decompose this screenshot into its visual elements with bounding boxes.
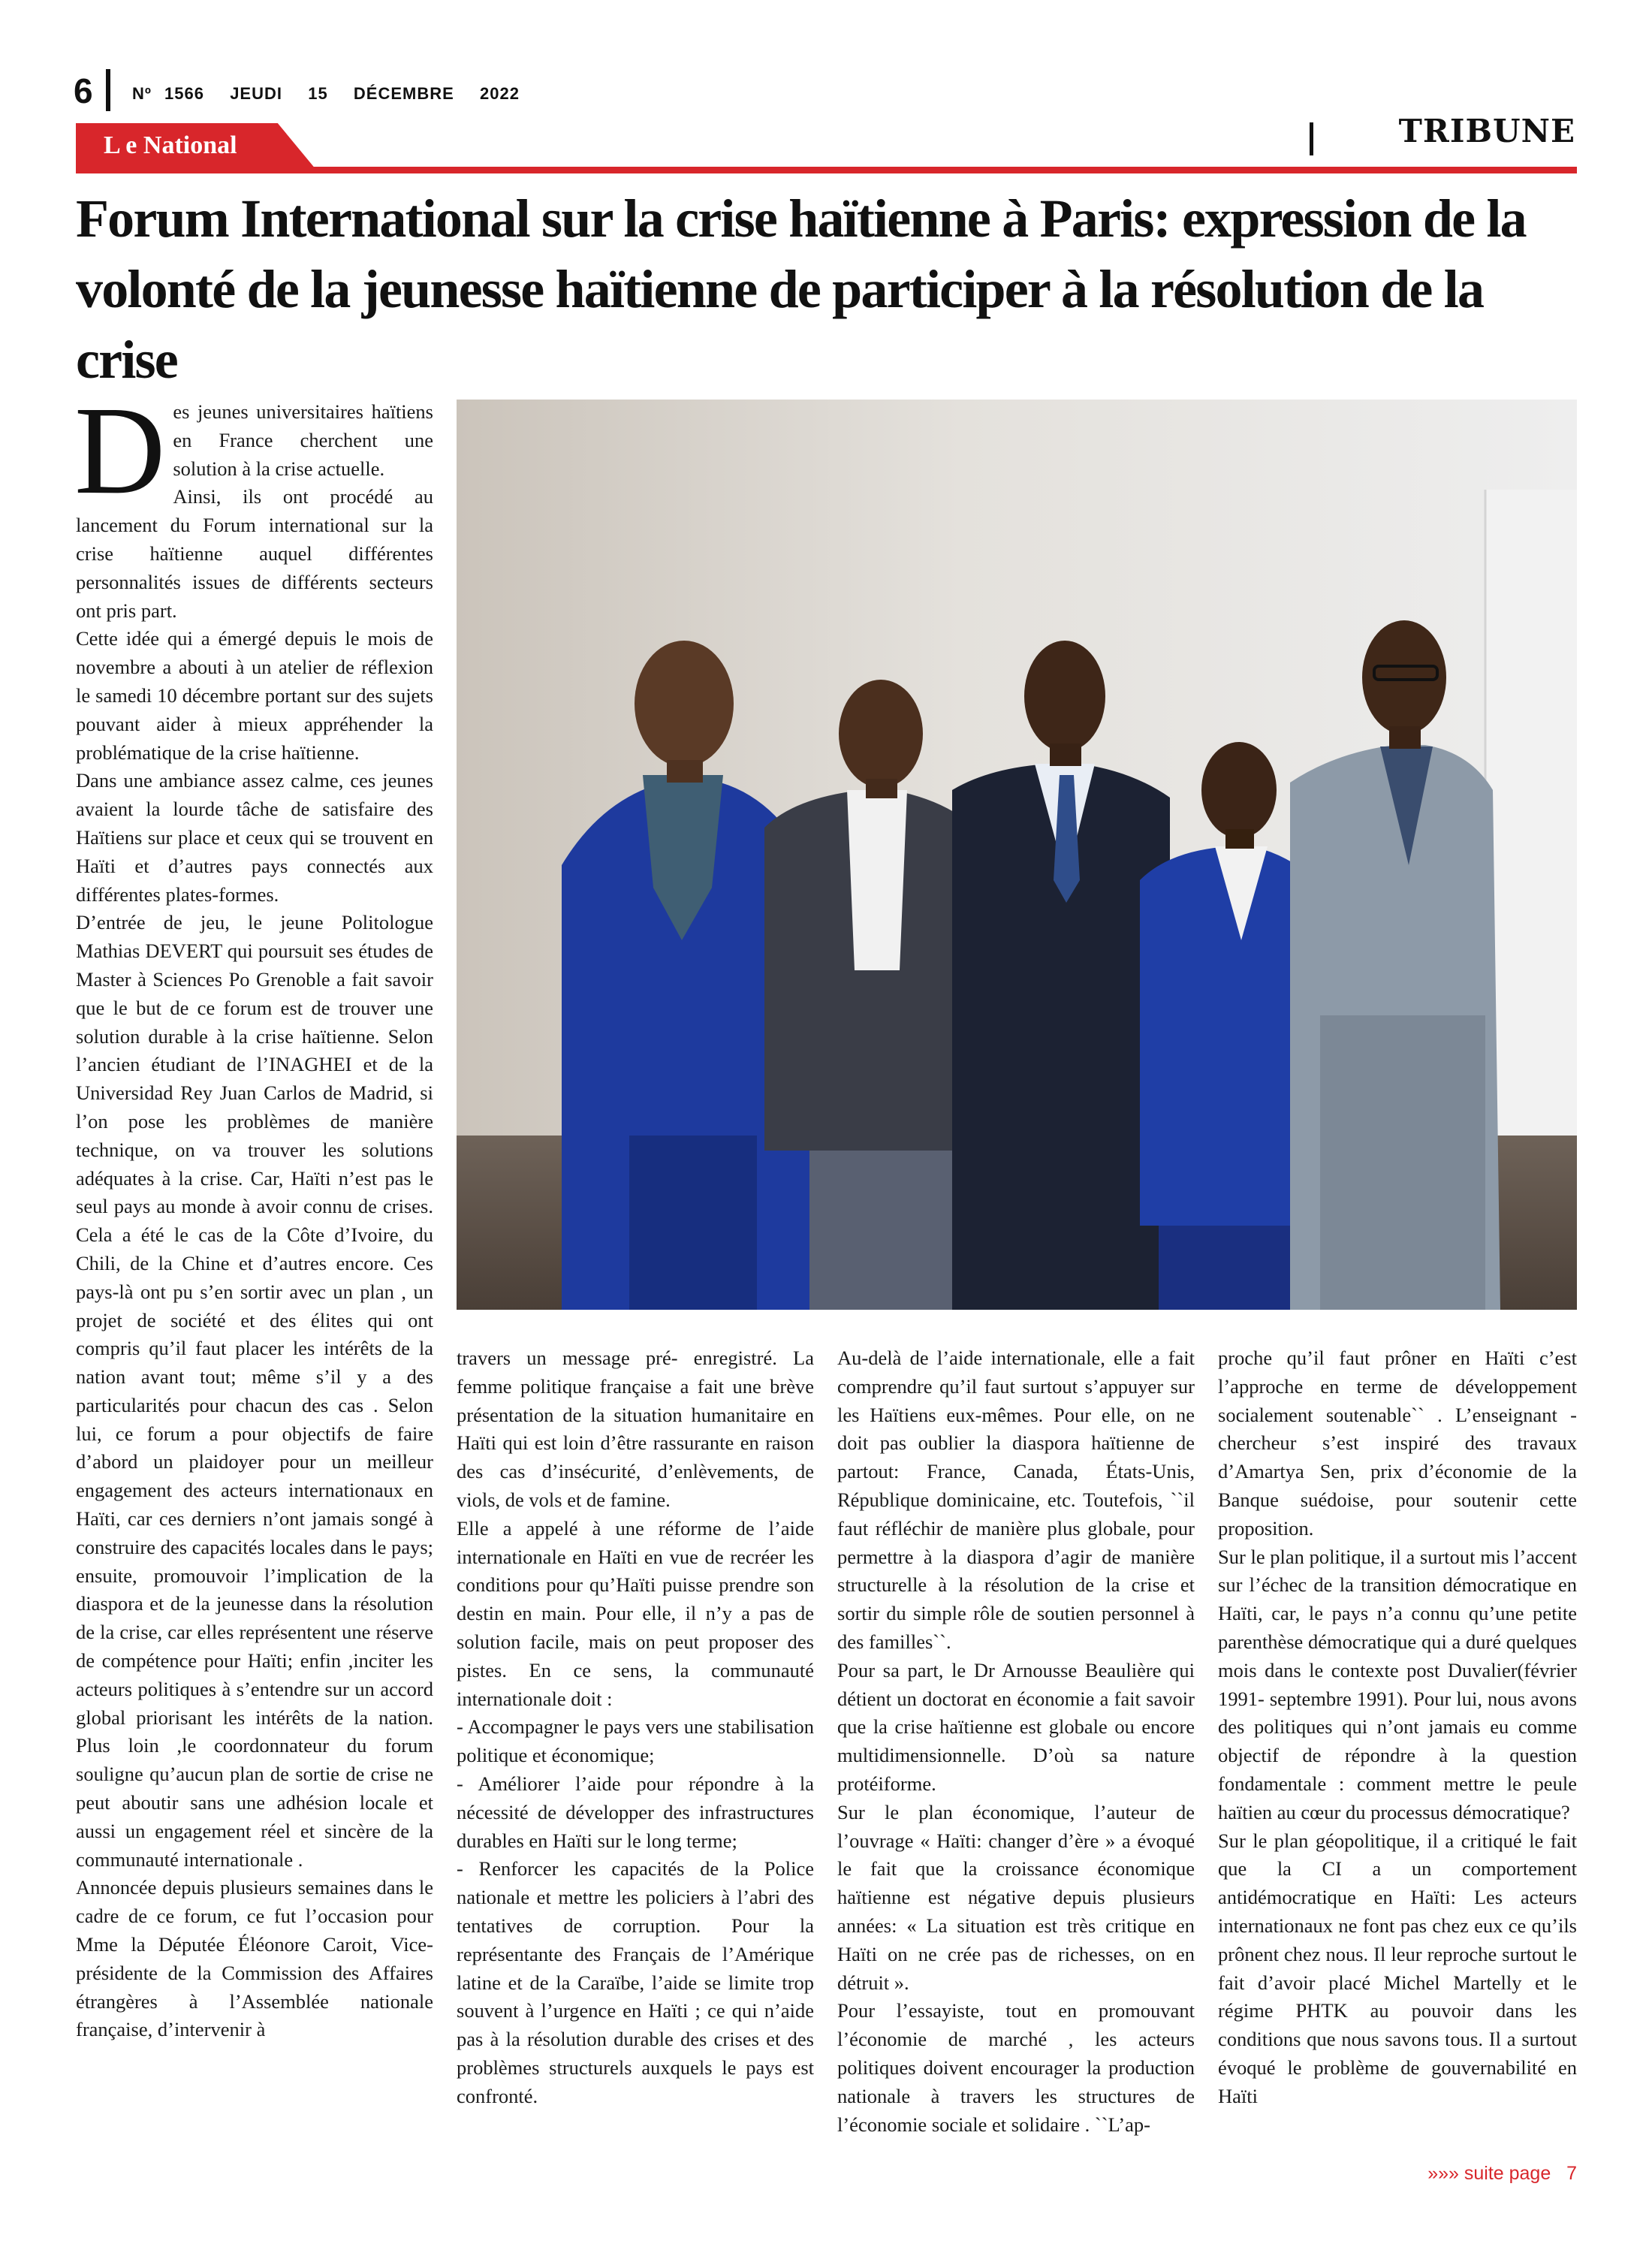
page-number-divider bbox=[106, 69, 110, 111]
paragraph: travers un message pré- enregistré. La femme politique française a fait une brève présentation de la situation humanitaire en Haïti qui est loin d’être rassurante en raison des cas d’insécurité, d’enlèvements, de viols, de vols et de famine. bbox=[457, 1347, 814, 1511]
paragraph: Pour sa part, le Dr Arnousse Beaulière qui détient un doctorat en économie a fait savoir que la crise haïtienne est globale ou encore multidimensionnelle. D’où sa nature protéiforme. bbox=[837, 1658, 1195, 1795]
issue-date-line: Nº 1566 JEUDI 15 DÉCEMBRE 2022 bbox=[132, 84, 520, 103]
paragraph: Au-delà de l’aide internationale, elle a fait comprendre qu’il faut surtout s’appuyer sur les Haïtiens eux-mêmes. Pour elle, on ne doit pas oublier la diaspora haïtienne de partout: France, Canada, États-Unis, République dominicaine, etc. Toutefois, ``il faut réfléchir de manière plus globale, pour permettre à la diaspora d’agir de manière structurelle à la résolution de la crise et sortir du simple rôle de soutien personnel à des familles``. bbox=[837, 1347, 1195, 1653]
list-item: - Améliorer l’aide pour répondre à la nécessité de développer des infrastructures durables en Haïti sur le long terme; bbox=[457, 1772, 814, 1852]
paragraph: proche qu’il faut prôner en Haïti c’est l’approche en terme de développement socialement soutenable`` . L’enseignant -chercheur s’est inspiré des travaux d’Amartya Sen, prix d’économie de la Banque suédoise, pour soutenir cette proposition. bbox=[1218, 1347, 1577, 1540]
article-column-2 bbox=[457, 1344, 814, 2111]
continuation-link[interactable]: »»» suite page 7 bbox=[1427, 2163, 1577, 2184]
publication-logo: L e National bbox=[104, 131, 237, 159]
paragraph: Elle a appelé à une réforme de l’aide internationale en Haïti en vue de recréer les conditions pour qu’Haïti puisse prendre son destin en main. Pour elle, il n’y a pas de solution facile, mais on peut proposer des pistes. En ce sens, la communauté internationale doit : bbox=[457, 1516, 814, 1710]
article-headline: Forum International sur la crise haïtienne à Paris: expression de la volonté de la jeunesse haïtienne de participer à la résolution de la crise bbox=[76, 189, 1526, 390]
article-column-4 bbox=[1218, 1344, 1577, 2111]
list-item: - Accompagner le pays vers une stabilisation politique et économique; bbox=[457, 1715, 814, 1767]
paragraph: Annoncée depuis plusieurs semaines dans le cadre de ce forum, ce fut l’occasion pour Mme la Députée Éléonore Caroit, Vice-présidente de la Commission des Affaires étrangères à l’Assemblée nationale française, d’intervenir à bbox=[76, 1876, 433, 2041]
list-item: - Renforcer les capacités de la Police nationale et mettre les policiers à l’abri des tentatives de corruption. Pour la représentante des Français de l’Amérique latine et de la Caraïbe, l’aide se limite trop souvent à l’urgence en Haïti ; ce qui n’aide pas à la résolution durable des crises et des problèmes structurels auxquels le pays est confronté. bbox=[457, 1857, 814, 2107]
paragraph: Dans une ambiance assez calme, ces jeunes avaient la lourde tâche de satisfaire des Haïtiens sur place et ceux qui se trouvent en Haïti et d’autres pays connectés aux différentes plates-formes. bbox=[76, 769, 433, 906]
section-divider bbox=[1310, 122, 1313, 155]
paragraph: Ainsi, ils ont procédé au lancement du Forum international sur la crise haïtienne auquel différentes personnalités issues de différents secteurs ont pris part. bbox=[76, 485, 433, 622]
article-column-1 bbox=[74, 381, 433, 2044]
paragraph: D’entrée de jeu, le jeune Politologue Mathias DEVERT qui poursuit ses études de Master à Sciences Po Grenoble a fait savoir que le but de ce forum est de trouver une solution durable à la crise haïtienne. Selon l’ancien étudiant de l’INAGHEI et de la Universidad Rey Juan Carlos de Madrid, si l’on pose les problèmes de manière technique, on va trouver les solutions adéquates à la crise. Car, Haïti n’est pas le seul pays au monde à avoir connu de crises. Cela a été le cas de la Côte d’Ivoire, du Chili, de la Chine et d’autres encore. Ces pays-là ont pu s’en sortir avec un plan , un projet de société et des élites qui ont compris qu’il faut placer les intérêts de la nation avant tout; même s’il y a des particularités pour chacun des cas . Selon lui, ce forum a pour objectifs de faire d’abord un plaidoyer pour un meilleur engagement des acteurs internationaux en Haïti, car ces derniers n’ont jamais songé à construire des capacités locales dans le pays; ensuite, promouvoir l’implication de la diaspora et de la jeunesse dans la résolution de la crise, car elles représentent une réserve de compétence pour Haïti; enfin ,inciter les acteurs politiques à s’entendre sur un accord global priorisant les intérêts de la nation. Plus loin ,le coordonnateur du forum souligne qu’aucun plan de sortie de crise ne peut aboutir sans une adhésion locale et aussi un engagement réel et sincère de la communauté internationale . bbox=[76, 911, 433, 1871]
section-label: TRIBUNE bbox=[1398, 113, 1575, 149]
paragraph: Sur le plan politique, il a surtout mis l’accent sur l’échec de la transition démocratique en Haïti, car, le pays n’a connu qu’une petite parenthèse démocratique qui a duré quelques mois dans le contexte post Duvalier(février 1991- septembre 1991). Pour lui, nous avons des politiques qui n’ont jamais eu comme objectif de répondre à la question fondamentale : comment mettre le peule haïtien au cœur du processus démocratique? bbox=[1218, 1545, 1577, 1823]
article-column-3 bbox=[837, 1344, 1195, 2139]
page-number: 6 bbox=[74, 71, 93, 110]
dropcap-letter: D bbox=[74, 381, 166, 520]
lead-text: es jeunes universitaires haïtiens en France cherchent une solution à la crise actuelle. bbox=[173, 400, 433, 480]
paragraph: Sur le plan économique, l’auteur de l’ouvrage « Haïti: changer d’ère » a évoqué le fait que la croissance économique haïtienne est négative depuis plusieurs années: « La situation est très critique en Haïti on ne crée pas de richesses, on en détruit ». bbox=[837, 1800, 1195, 1994]
group-photo-illustration bbox=[457, 400, 1577, 1310]
header-rule bbox=[76, 167, 1577, 173]
paragraph: Pour l’essayiste, tout en promouvant l’économie de marché , les acteurs politiques doivent encourager la production nationale à travers les structures de l’économie sociale et solidaire . ``L’ap- bbox=[837, 1999, 1195, 2136]
lead-paragraph bbox=[74, 381, 433, 520]
article-photo bbox=[457, 400, 1577, 1310]
paragraph: Cette idée qui a émergé depuis le mois de novembre a abouti à un atelier de réflexion le samedi 10 décembre portant sur des sujets pouvant aider à mieux appréhender la problématique de la crise haïtienne. bbox=[76, 627, 433, 764]
paragraph: Sur le plan géopolitique, il a critiqué le fait que la CI a un comportement antidémocratique en Haïti: Les acteurs internationaux ne font pas chez eux ce qu’ils prônent chez nous. Il leur reproche surtout le fait d’avoir placé Michel Martelly et le régime PHTK au pouvoir dans les conditions que nous savons tous. Il a surtout évoqué le problème de gouvernabilité en Haïti bbox=[1218, 1829, 1577, 2107]
